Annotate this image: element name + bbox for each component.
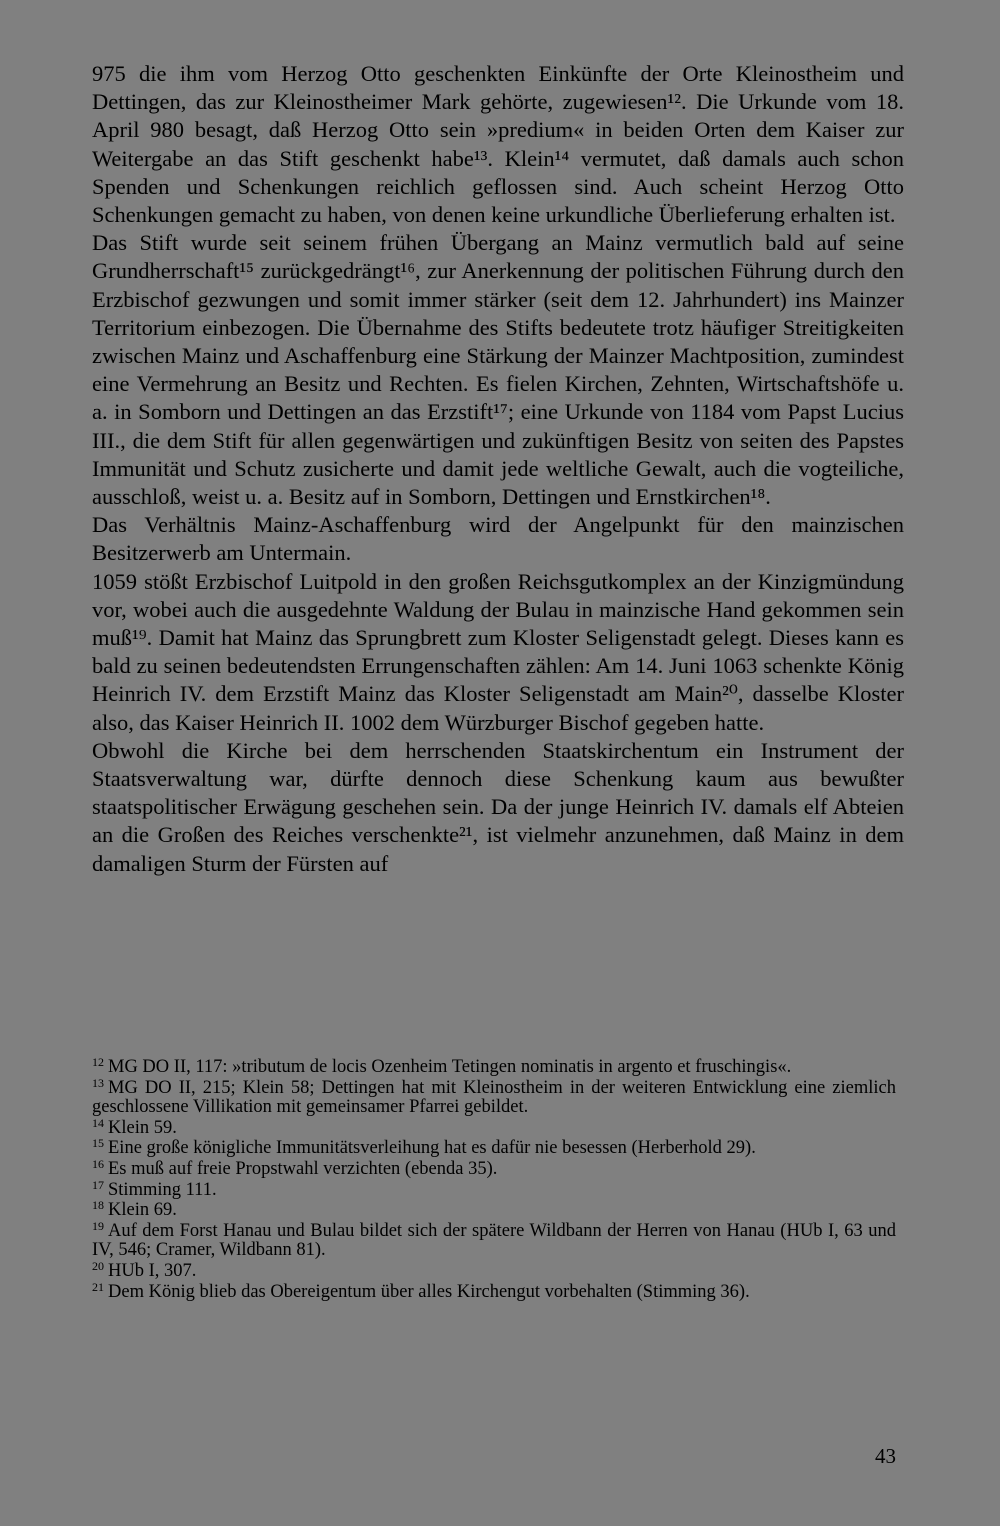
paragraph: 1059 stößt Erzbischof Luitpold in den großen Reichsgutkomplex an der Kinzigmündung vor, wobei auch die ausgedehnte Waldung der Bulau in mainzische Hand gekommen sein muß¹⁹. Damit hat Mainz das Sprungbrett zum Kloster Seligenstadt gelegt. Dieses kann es bald zu seinen bedeutendsten Errungenschaften zählen: Am 14. Juni 1063 schenkte König Heinrich IV. dem Erzstift Mainz das Kloster Seligenstadt am Main²⁰, dasselbe Kloster also, das Kaiser Heinrich II. 1002 dem Würzburger Bischof gegeben hatte. (92, 568, 904, 735)
footnote-text: Klein 69. (108, 1200, 177, 1221)
footnote (92, 1136, 896, 1159)
footnote-number: 12 (92, 1055, 104, 1069)
main-text (92, 60, 904, 878)
footnote (92, 1177, 896, 1200)
footnote-text: Klein 59. (108, 1117, 177, 1138)
footnote-text: Stimming 111. (108, 1179, 217, 1200)
paragraph: Das Stift wurde seit seinem frühen Übergang an Mainz vermutlich bald auf seine Grundherrschaft¹⁵ zurückgedrängt¹⁶, zur Anerkennung der politischen Führung durch den Erzbischof gezwungen und somit immer stärker (seit dem 12. Jahrhundert) ins Mainzer Territorium einbezogen. Die Übernahme des Stifts bedeutete trotz häufiger Streitigkeiten zwischen Mainz und Aschaffenburg eine Stärkung der Mainzer Machtposition, zumindest eine Vermehrung an Besitz und Rechten. Es fielen Kirchen, Zehnten, Wirtschaftshöfe u. a. in Somborn und Dettingen an das Erzstift¹⁷; eine Urkunde von 1184 vom Papst Lucius III., die dem Stift für allen gegenwärtigen und zukünftigen Besitz von seiten des Papstes Immunität und Schutz zusicherte und damit jede weltliche Gewalt, auch die vogteiliche, ausschloß, weist u. a. Besitz auf in Somborn, Dettingen und Ernstkirchen¹⁸. (92, 230, 904, 510)
footnotes (92, 1055, 896, 1303)
footnote-number: 21 (92, 1279, 104, 1294)
footnote (92, 1219, 896, 1261)
footnote (92, 1279, 896, 1302)
footnote-number: 13 (92, 1075, 104, 1090)
footnote-number: 15 (92, 1136, 104, 1151)
footnote (92, 1055, 896, 1077)
footnote (92, 1157, 896, 1180)
footnote (92, 1198, 896, 1221)
footnote-text: MG DO II, 117: »tributum de locis Ozenheim Tetingen nominatis in argento et fruschingis«. (108, 1057, 792, 1077)
footnote (92, 1115, 896, 1138)
footnote-number: 20 (92, 1259, 104, 1274)
footnote-number: 19 (92, 1219, 104, 1234)
paragraph: Das Verhältnis Mainz-Aschaffenburg wird der Angelpunkt für den mainzischen Besitzerwerb am Untermain. (92, 512, 904, 566)
footnote-text: MG DO II, 215; Klein 58; Dettingen hat mit Kleinostheim in der weiteren Entwicklung eine ziemlich geschlossene Villikation mit gemeinsamer Pfarrei gebildet. (92, 1077, 896, 1117)
footnote-text: Dem König blieb das Obereigentum über alles Kirchengut vorbehalten (Stimming 36). (108, 1281, 750, 1302)
footnote (92, 1259, 896, 1282)
page-number: 43 (875, 1444, 896, 1468)
footnote (92, 1075, 896, 1117)
footnote-number: 17 (92, 1177, 104, 1192)
footnote-text: Es muß auf freie Propstwahl verzichten (ebenda 35). (108, 1159, 498, 1180)
paragraph: Obwohl die Kirche bei dem herrschenden Staatskirchentum ein Instrument der Staatsverwaltung war, dürfte dennoch diese Schenkung kaum aus bewußter staatspolitischer Erwägung geschehen sein. Da der junge Heinrich IV. damals elf Abteien an die Großen des Reiches verschenkte²¹, ist vielmehr anzunehmen, daß Mainz in dem damaligen Sturm der Fürsten auf (92, 737, 904, 876)
footnote-text: Eine große königliche Immunitätsverleihung hat es dafür nie besessen (Herberhold 29). (108, 1138, 756, 1159)
paragraph: 975 die ihm vom Herzog Otto geschenkten Einkünfte der Orte Kleinostheim und Dettingen, das zur Kleinostheimer Mark gehörte, zugewiesen¹². Die Urkunde vom 18. April 980 besagt, daß Herzog Otto sein »predium« in beiden Orten dem Kaiser zur Weitergabe an das Stift geschenkt habe¹³. Klein¹⁴ vermutet, daß damals auch schon Spenden und Schenkungen reichlich geflossen sind. Auch scheint Herzog Otto Schenkungen gemacht zu haben, von denen keine urkundliche Überlieferung erhalten ist. (92, 61, 904, 228)
footnote-number: 18 (92, 1198, 104, 1213)
footnote-text: HUb I, 307. (108, 1261, 197, 1282)
footnote-number: 14 (92, 1115, 104, 1130)
footnote-number: 16 (92, 1157, 104, 1172)
footnote-text: Auf dem Forst Hanau und Bulau bildet sich der spätere Wildbann der Herren von Hanau (HUb I, 63 und IV, 546; Cramer, Wildbann 81). (92, 1221, 896, 1261)
